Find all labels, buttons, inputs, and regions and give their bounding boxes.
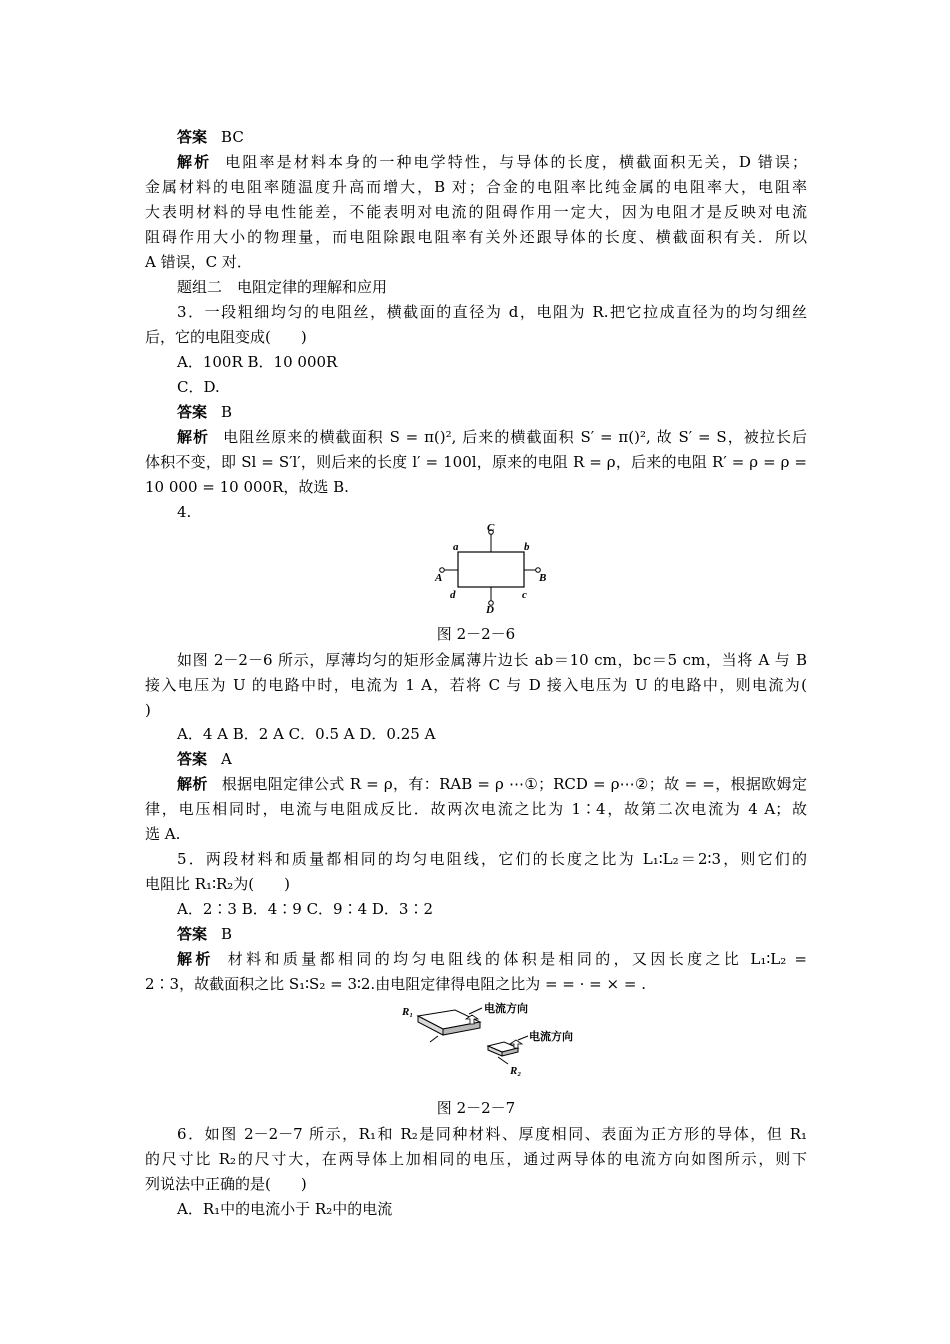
label-c: c	[522, 589, 527, 601]
question-line: )	[145, 701, 151, 719]
answer-label: 答案	[177, 128, 208, 146]
question-line: 的尺寸比 R₂的尺寸大，在两导体上加相同的电压，通过两导体的电流方向如图所示，则下	[145, 1150, 807, 1168]
question-options: A．100R B．10 000R	[177, 353, 338, 371]
question-line: 列说法中正确的是( )	[145, 1175, 307, 1193]
analysis-line: 律，电压相同时，电流与电阻成反比．故两次电流之比为 1∶4，故第二次电流为 4 A；故	[145, 800, 807, 818]
question-options: A．R₁中的电流小于 R₂中的电流	[177, 1200, 393, 1218]
question-options: C．D.	[177, 378, 220, 396]
label-B: B	[539, 572, 547, 584]
analysis-line: 2∶3，故截面积之比 S₁∶S₂ = 3∶2.由电阻定律得电阻之比为 = = · = × = .	[145, 975, 646, 993]
analysis-line: 大表明材料的导电性能差，不能表明对电流的阻碍作用一定大，因为电阻才是反映对电流	[145, 203, 807, 221]
label-r1: R₁	[402, 1006, 414, 1018]
label-current-direction-2: 电流方向	[529, 1031, 573, 1043]
question-line: 6．如图 2－2－7 所示，R₁和 R₂是同种材料、厚度相同、表面为正方形的导体，但 R₁	[177, 1125, 807, 1143]
answer-line	[177, 400, 807, 424]
label-r2: R₂	[510, 1065, 522, 1076]
question-number: 4.	[177, 503, 192, 521]
analysis-line: 金属材料的电阻率随温度升高而增大，B 对；合金的电阻率比纯金属的电阻率大，电阻率	[145, 178, 807, 196]
analysis-label: 解析	[177, 428, 210, 446]
analysis-line: 选 A.	[145, 825, 181, 843]
answer-value: A	[221, 750, 232, 768]
metal-plate	[458, 552, 524, 587]
question-line: 5．两段材料和质量都相同的均匀电阻线，它们的长度之比为 L₁∶L₂＝2∶3，则它们的	[177, 850, 807, 868]
analysis-label: 解析	[177, 153, 212, 171]
label-D: D	[486, 604, 494, 616]
analysis-text: 材料和质量都相同的均匀电阻线的体积是相同的，又因长度之比 L₁∶L₂ =	[227, 950, 807, 968]
r2-lead	[498, 1057, 508, 1064]
r2-arrow-line	[518, 1036, 528, 1040]
answer-line	[177, 747, 807, 771]
analysis-text: 电阻率是材料本身的一种电学特性，与导体的长度，横截面积无关，D 错误；	[225, 153, 807, 171]
question-line: 后，它的电阻变成( )	[145, 328, 307, 346]
label-b: b	[524, 541, 530, 553]
answer-value: BC	[221, 128, 244, 146]
question-line: 接入电压为 U 的电路中时，电流为 1 A，若将 C 与 D 接入电压为 U 的电路中，则电流为(	[145, 676, 807, 694]
figure-2-2-6	[420, 520, 560, 616]
question-line: 如图 2－2－6 所示，厚薄均匀的矩形金属薄片边长 ab＝10 cm，bc＝5 cm，当将 A 与 B	[177, 651, 807, 669]
label-a: a	[453, 541, 459, 553]
answer-line	[177, 125, 807, 149]
analysis-line	[177, 947, 807, 971]
analysis-label: 解析	[177, 775, 208, 793]
analysis-line: 阻碍作用大小的物理量，而电阻除跟电阻率有关外还跟导体的长度、横截面积有关．所以	[145, 228, 807, 246]
analysis-line	[177, 150, 807, 174]
figure-caption: 图 2－2－7	[436, 1099, 516, 1117]
answer-label: 答案	[177, 750, 208, 768]
label-C: C	[487, 522, 495, 534]
answer-value: B	[221, 925, 233, 943]
analysis-label: 解析	[177, 950, 214, 968]
label-d: d	[450, 589, 456, 601]
question-line: 3．一段粗细均匀的电阻丝，横截面的直径为 d，电阻为 R.把它拉成直径为的均匀细丝	[177, 303, 807, 321]
label-current-direction-1: 电流方向	[484, 1003, 528, 1015]
question-options: A．2∶3 B．4∶9 C．9∶4 D．3∶2	[177, 900, 434, 918]
answer-line	[177, 922, 807, 946]
question-line: 电阻比 R₁∶R₂为( )	[145, 875, 290, 893]
analysis-line	[177, 425, 807, 449]
answer-label: 答案	[177, 403, 208, 421]
question-options: A．4 A B．2 A C．0.5 A D．0.25 A	[177, 725, 436, 743]
analysis-line: 10 000 = 10 000R，故选 B.	[145, 478, 349, 496]
analysis-text: 电阻丝原来的横截面积 S = π()², 后来的横截面积 S′ = π()², 故 S′ = S，被拉长后	[223, 428, 807, 446]
analysis-line: A 错误，C 对．	[145, 253, 252, 271]
analysis-line: 体积不变，即 Sl = S′l′，则后来的长度 l′ = 100l，原来的电阻 R = ρ，后来的电阻 R′ = ρ = ρ =	[145, 453, 807, 471]
figure-caption: 图 2－2－6	[436, 625, 516, 643]
analysis-line	[177, 772, 807, 796]
section-title: 题组二 电阻定律的理解和应用	[177, 278, 388, 296]
r1-arrow-line	[469, 1008, 482, 1014]
answer-label: 答案	[177, 925, 208, 943]
label-A: A	[435, 572, 443, 584]
answer-value: B	[221, 403, 233, 421]
figure-2-2-7	[400, 1002, 590, 1076]
r1-lead	[430, 1036, 438, 1042]
analysis-text: 根据电阻定律公式 R = ρ，有：RAB = ρ ⋯①；RCD = ρ⋯②；故 = =，根据欧姆定	[221, 775, 807, 793]
